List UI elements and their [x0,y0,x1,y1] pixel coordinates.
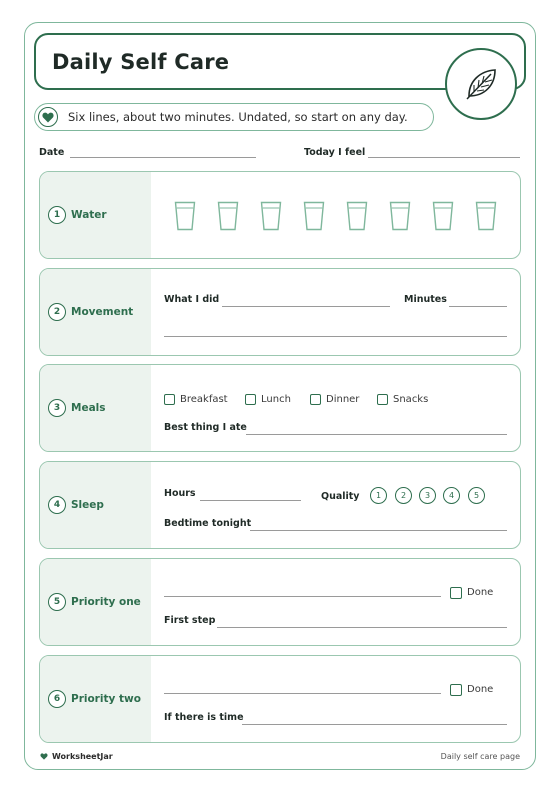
page-title: Daily Self Care [52,50,230,74]
date-label: Date [39,147,65,158]
section-number: 4 [48,496,66,514]
priority-line[interactable] [164,693,441,694]
cup-icon[interactable] [432,201,454,231]
section-meals [39,364,521,452]
notes-line[interactable] [164,336,507,337]
section-number: 2 [48,303,66,321]
cup-icon[interactable] [174,201,196,231]
snacks-label: Snacks [393,394,429,405]
what-line[interactable] [222,306,390,307]
footer-brand-text: WorksheetJar [52,752,113,761]
heart-icon [40,753,48,760]
step-line[interactable] [217,627,507,628]
section-name: Meals [71,402,106,414]
hours-line[interactable] [200,500,301,501]
minutes-line[interactable] [449,306,507,307]
section-number: 5 [48,593,66,611]
step-line[interactable] [242,724,507,725]
quality-option-5[interactable]: 5 [468,487,485,504]
what-label: What I did [164,294,220,305]
breakfast-label: Breakfast [180,394,228,405]
section-name: Movement [71,306,134,318]
lunch-checkbox[interactable] [245,394,256,405]
heart-icon [42,112,54,123]
breakfast-checkbox[interactable] [164,394,175,405]
section-name: Sleep [71,499,104,511]
dinner-label: Dinner [326,394,360,405]
cup-icon[interactable] [346,201,368,231]
best-label: Best thing I ate [164,422,247,433]
quality-option-4[interactable]: 4 [443,487,460,504]
section-number: 1 [48,206,66,224]
quality-label: Quality [321,491,360,502]
section-name: Water [71,209,107,221]
bedtime-label: Bedtime tonight [164,518,252,529]
section-movement [39,268,521,356]
snacks-checkbox[interactable] [377,394,388,405]
intro-text: Six lines, about two minutes. Undated, so start on any day. [68,110,408,124]
section-priority-two [39,655,521,743]
cup-icon[interactable] [475,201,497,231]
date-line[interactable] [70,157,256,158]
step-label: First step [164,615,216,626]
footer-caption: Daily self care page [440,752,520,761]
best-line[interactable] [246,434,507,435]
feel-label: Today I feel [304,147,366,158]
lunch-label: Lunch [261,394,291,405]
minutes-label: Minutes [404,294,447,305]
leaf-icon [460,63,502,105]
priority-line[interactable] [164,596,441,597]
section-number: 6 [48,690,66,708]
section-name: Priority two [71,693,141,705]
step-label: If there is time [164,712,244,723]
dinner-checkbox[interactable] [310,394,321,405]
done-checkbox[interactable] [450,684,462,696]
section-priority-one [39,558,521,646]
section-number: 3 [48,399,66,417]
bedtime-line[interactable] [250,530,507,531]
cup-icon[interactable] [217,201,239,231]
done-checkbox[interactable] [450,587,462,599]
quality-option-2[interactable]: 2 [395,487,412,504]
quality-option-1[interactable]: 1 [370,487,387,504]
heart-badge [38,107,58,127]
section-sleep [39,461,521,549]
quality-option-3[interactable]: 3 [419,487,436,504]
cup-icon[interactable] [260,201,282,231]
section-water [39,171,521,259]
footer-brand [40,752,113,761]
cup-icon[interactable] [303,201,325,231]
done-label: Done [467,587,494,598]
section-name: Priority one [71,596,141,608]
leaf-badge [445,48,517,120]
hours-label: Hours [164,488,196,499]
feel-line[interactable] [368,157,520,158]
done-label: Done [467,684,494,695]
cup-icon[interactable] [389,201,411,231]
